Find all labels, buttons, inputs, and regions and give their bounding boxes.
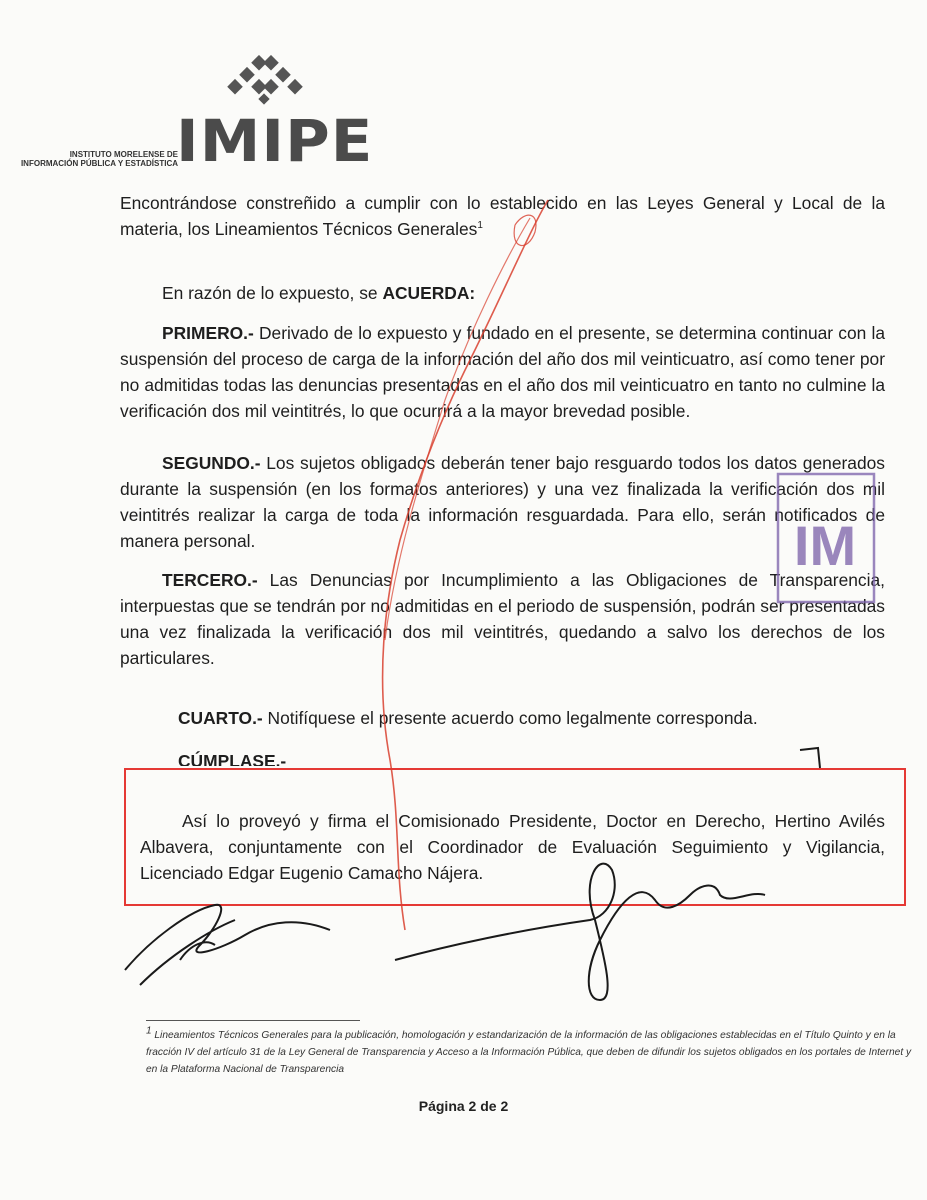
logo-subtitle-line1: INSTITUTO MORELENSE DE — [69, 150, 178, 159]
highlight-box — [124, 768, 906, 906]
intro-text: Encontrándose constreñido a cumplir con lo establecido en las Leyes General y Local de la materia, los Lineamientos Técnicos Generales — [120, 193, 885, 239]
signature-paragraph: Así lo proveyó y firma el Comisionado Presidente, Doctor en Derecho, Hertino Avilés Albavera, conjuntamente con el Coordinador de Evaluación Seguimiento y Vigilancia, Licenciado Edgar Eugenio Camacho Nájera. — [140, 811, 885, 883]
primero-label: PRIMERO.- — [162, 323, 254, 343]
cuarto-label: CUARTO.- — [178, 708, 263, 728]
footnote-rule — [146, 1020, 360, 1021]
clause-cuarto — [178, 705, 758, 731]
cuarto-text: Notifíquese el presente acuerdo como legalmente corresponda. — [262, 708, 758, 728]
footnote-number: 1 — [146, 1025, 152, 1037]
stamp-letters: IM — [793, 514, 857, 577]
acuerda-line — [162, 280, 475, 306]
logo-subtitle — [18, 150, 178, 168]
footnote-text: Lineamientos Técnicos Generales para la publicación, homologación y estandarización de la información de las obligaciones establecidas en el Título Quinto y en la fracción IV del artículo 31 de la Ley General de Transparencia y Acceso a la Información Pública, que deben de difundir los sujetos obligados en los portales de Internet y en la Plataforma Nacional de Transparencia — [146, 1030, 912, 1075]
logo-subtitle-line2: INFORMACIÓN PÚBLICA Y ESTADÍSTICA — [20, 159, 178, 168]
cumplase-heading: CÚMPLASE.- — [178, 751, 287, 766]
segundo-label: SEGUNDO.- — [162, 453, 261, 473]
stamp-icon — [770, 470, 880, 610]
tercero-text: Las Denuncias por Incumplimiento a las Obligaciones de Transparencia, interpuestas que se tendrán por no admitidas en el periodo de suspensión, podrán ser presentadas una vez finalizada la verificación dos mil veintitrés, quedando a salvo los derechos de los particulares. — [120, 570, 885, 668]
check-mark — [800, 748, 820, 768]
signature-left — [125, 905, 330, 985]
clause-primero — [120, 320, 885, 424]
footnote-ref: 1 — [477, 220, 483, 232]
primero-text: Derivado de lo expuesto y fundado en el presente, se determina continuar con la suspensión del proceso de carga de la información del año dos mil veinticuatro, así como tener por no admitidas todas las denuncias presentadas en el año dos mil veinticuatro en tanto no culmine la verificación dos mil veintitrés, lo que ocurrirá a la mayor brevedad posible. — [120, 323, 885, 421]
imipe-logo — [176, 55, 374, 180]
institution-stamp — [770, 470, 880, 610]
footnote — [146, 1027, 916, 1078]
logo-wordmark: IMIPE — [176, 107, 374, 175]
page-number: Página 2 de 2 — [418, 1098, 509, 1114]
segundo-text: Los sujetos obligados deberán tener bajo resguardo todos los datos generados durante la suspensión (en los formatos anteriores) y una vez finalizada la verificación dos mil veintitrés realizar la carga de toda la información resguardada. Para ello, serán notificados de manera personal. — [120, 453, 885, 551]
acuerda-heading: ACUERDA: — [382, 283, 476, 303]
acuerda-prefix: En razón de lo expuesto, se — [162, 283, 383, 303]
logo-diamond-icon — [214, 55, 314, 115]
intro-paragraph — [120, 190, 885, 242]
tercero-label: TERCERO.- — [162, 570, 258, 590]
